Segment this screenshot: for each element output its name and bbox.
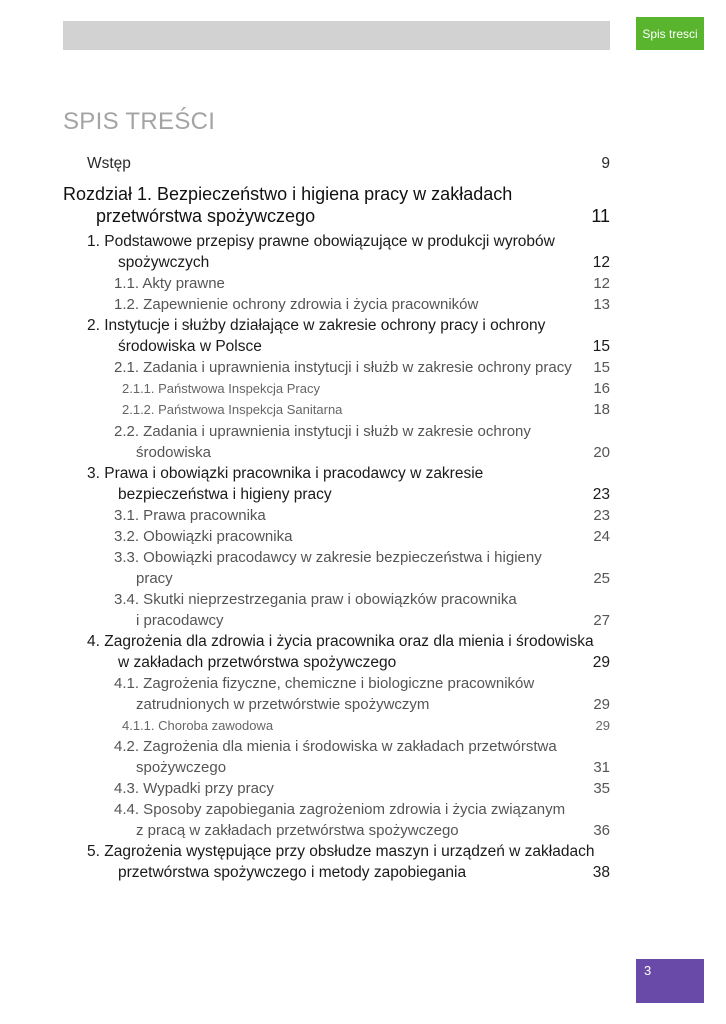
- toc-entry-label-cont: pracy: [136, 570, 173, 587]
- toc-entry-label-cont: i pracodawcy: [136, 612, 224, 629]
- toc-entry-label: 4.2. Zagrożenia dla mienia i środowiska w zakładach przetwórstwa: [114, 738, 557, 755]
- toc-entry-label-cont: w zakładach przetwórstwa spożywczego: [118, 654, 397, 671]
- toc-entry[interactable]: [114, 423, 610, 461]
- toc-entry-label: 2. Instytucje i służby działające w zakresie ochrony pracy i ochrony: [87, 317, 546, 334]
- toc-entry[interactable]: [114, 296, 610, 313]
- toc-entry-page: 29: [595, 718, 610, 733]
- toc-entry-label: 3.4. Skutki nieprzestrzegania praw i obowiązków pracownika: [114, 591, 517, 608]
- toc-entry-page: 12: [593, 275, 610, 292]
- toc-entry-page: 29: [593, 696, 610, 713]
- toc-entry-page: 29: [592, 654, 610, 671]
- toc-entry-page: 23: [593, 507, 610, 524]
- toc-entry-label: 2.1.1. Państwowa Inspekcja Pracy: [122, 381, 320, 396]
- toc-entry[interactable]: [122, 718, 610, 733]
- toc-entry[interactable]: [87, 633, 610, 672]
- toc-entry-page: 20: [593, 444, 610, 461]
- toc-entry[interactable]: [114, 738, 610, 776]
- toc-entry-label-cont: przetwórstwa spożywczego i metody zapobiegania: [118, 864, 467, 881]
- toc-entry-label: 4.4. Sposoby zapobiegania zagrożeniom zdrowia i życia związanym: [114, 801, 566, 818]
- toc-entry[interactable]: [114, 780, 610, 797]
- toc-entry-page: 27: [593, 612, 610, 629]
- toc-entry-label: 1. Podstawowe przepisy prawne obowiązujące w produkcji wyrobów: [87, 233, 555, 250]
- toc-entry[interactable]: [114, 507, 610, 524]
- toc-entry-page: 15: [592, 338, 610, 355]
- toc-entry-label: 3. Prawa i obowiązki pracownika i pracodawcy w zakresie: [87, 465, 484, 482]
- toc-entry-page: 23: [592, 486, 610, 503]
- toc-entry-label-cont: zatrudnionych w przetwórstwie spożywczym: [136, 696, 430, 713]
- toc-entry-page: 36: [593, 822, 610, 839]
- toc-entry-label: 3.3. Obowiązki pracodawcy w zakresie bezpieczeństwa i higieny: [114, 549, 542, 566]
- toc-entry[interactable]: [114, 549, 610, 587]
- toc-entry-label: 4.1.1. Choroba zawodowa: [122, 718, 274, 733]
- toc-entry-label-cont: środowiska: [136, 444, 212, 461]
- toc-entry-label: 1.2. Zapewnienie ochrony zdrowia i życia pracowników: [114, 296, 479, 313]
- toc-entry-label: Rozdział 1. Bezpieczeństwo i higiena pracy w zakładach: [63, 184, 513, 204]
- toc-entry-page: 15: [593, 359, 610, 376]
- toc-entry-page: 24: [593, 528, 610, 545]
- toc-entry-page: 9: [601, 155, 610, 172]
- toc-entry-label-cont: spożywczego: [136, 759, 227, 776]
- toc-entry[interactable]: [114, 359, 610, 376]
- toc-entry-label: Wstęp: [87, 155, 131, 172]
- page-number: 3: [644, 963, 652, 978]
- toc-entry-label: 2.1. Zadania i uprawnienia instytucji i służb w zakresie ochrony pracy: [114, 359, 572, 376]
- toc-entry-page: 18: [593, 401, 610, 418]
- toc-entry-label-cont: z pracą w zakładach przetwórstwa spożywczego: [136, 822, 459, 839]
- toc-entry[interactable]: [122, 402, 610, 417]
- toc-entry-page: 16: [593, 380, 610, 397]
- header-bar: [63, 21, 610, 50]
- toc-entry-label: 4. Zagrożenia dla zdrowia i życia pracownika oraz dla mienia i środowiska: [87, 633, 594, 650]
- toc-entry-page: 11: [591, 206, 610, 226]
- toc-entry[interactable]: [114, 275, 610, 292]
- toc-entry-label-cont: spożywczych: [118, 254, 210, 271]
- toc-entry[interactable]: [114, 591, 610, 629]
- toc-entry[interactable]: [114, 801, 610, 839]
- toc-entry[interactable]: [87, 317, 610, 356]
- toc-entry-label-cont: środowiska w Polsce: [118, 338, 262, 355]
- toc-entry-label: 4.3. Wypadki przy pracy: [114, 780, 274, 797]
- page-number-badge: [636, 959, 704, 1003]
- toc-entry[interactable]: [122, 381, 610, 396]
- section-tab[interactable]: Spis tresci: [636, 17, 704, 50]
- toc-entry-label: 1.1. Akty prawne: [114, 275, 225, 292]
- toc-entry-chapter-1[interactable]: [63, 184, 610, 228]
- toc-entry-label-cont: przetwórstwa spożywczego: [96, 206, 316, 226]
- toc-entry-label: 3.1. Prawa pracownika: [114, 507, 266, 524]
- toc-entry-label: 4.1. Zagrożenia fizyczne, chemiczne i biologiczne pracowników: [114, 675, 535, 692]
- toc-entry-label: 2.2. Zadania i uprawnienia instytucji i służb w zakresie ochrony: [114, 423, 531, 440]
- toc-entry-page: 35: [593, 780, 610, 797]
- toc-entry-page: 38: [592, 864, 610, 881]
- toc-entry[interactable]: [114, 675, 610, 713]
- toc-entry[interactable]: [87, 465, 610, 504]
- toc-entry-label-cont: bezpieczeństwa i higieny pracy: [118, 486, 332, 503]
- toc-entry-label: 5. Zagrożenia występujące przy obsłudze maszyn i urządzeń w zakładach: [87, 843, 595, 860]
- toc-entry-page: 13: [593, 296, 610, 313]
- toc-entry-page: 25: [593, 570, 610, 587]
- toc-entry[interactable]: [87, 233, 610, 272]
- toc-entry[interactable]: [87, 843, 610, 882]
- toc-entry-page: 12: [592, 254, 610, 271]
- toc-entry-page: 31: [593, 759, 610, 776]
- toc-entry-label: 3.2. Obowiązki pracownika: [114, 528, 293, 545]
- toc-entry-label: 2.1.2. Państwowa Inspekcja Sanitarna: [122, 402, 343, 417]
- page-title: SPIS TREŚCI: [63, 108, 216, 135]
- toc-entry[interactable]: [114, 528, 610, 545]
- toc-entry-intro[interactable]: [87, 155, 610, 173]
